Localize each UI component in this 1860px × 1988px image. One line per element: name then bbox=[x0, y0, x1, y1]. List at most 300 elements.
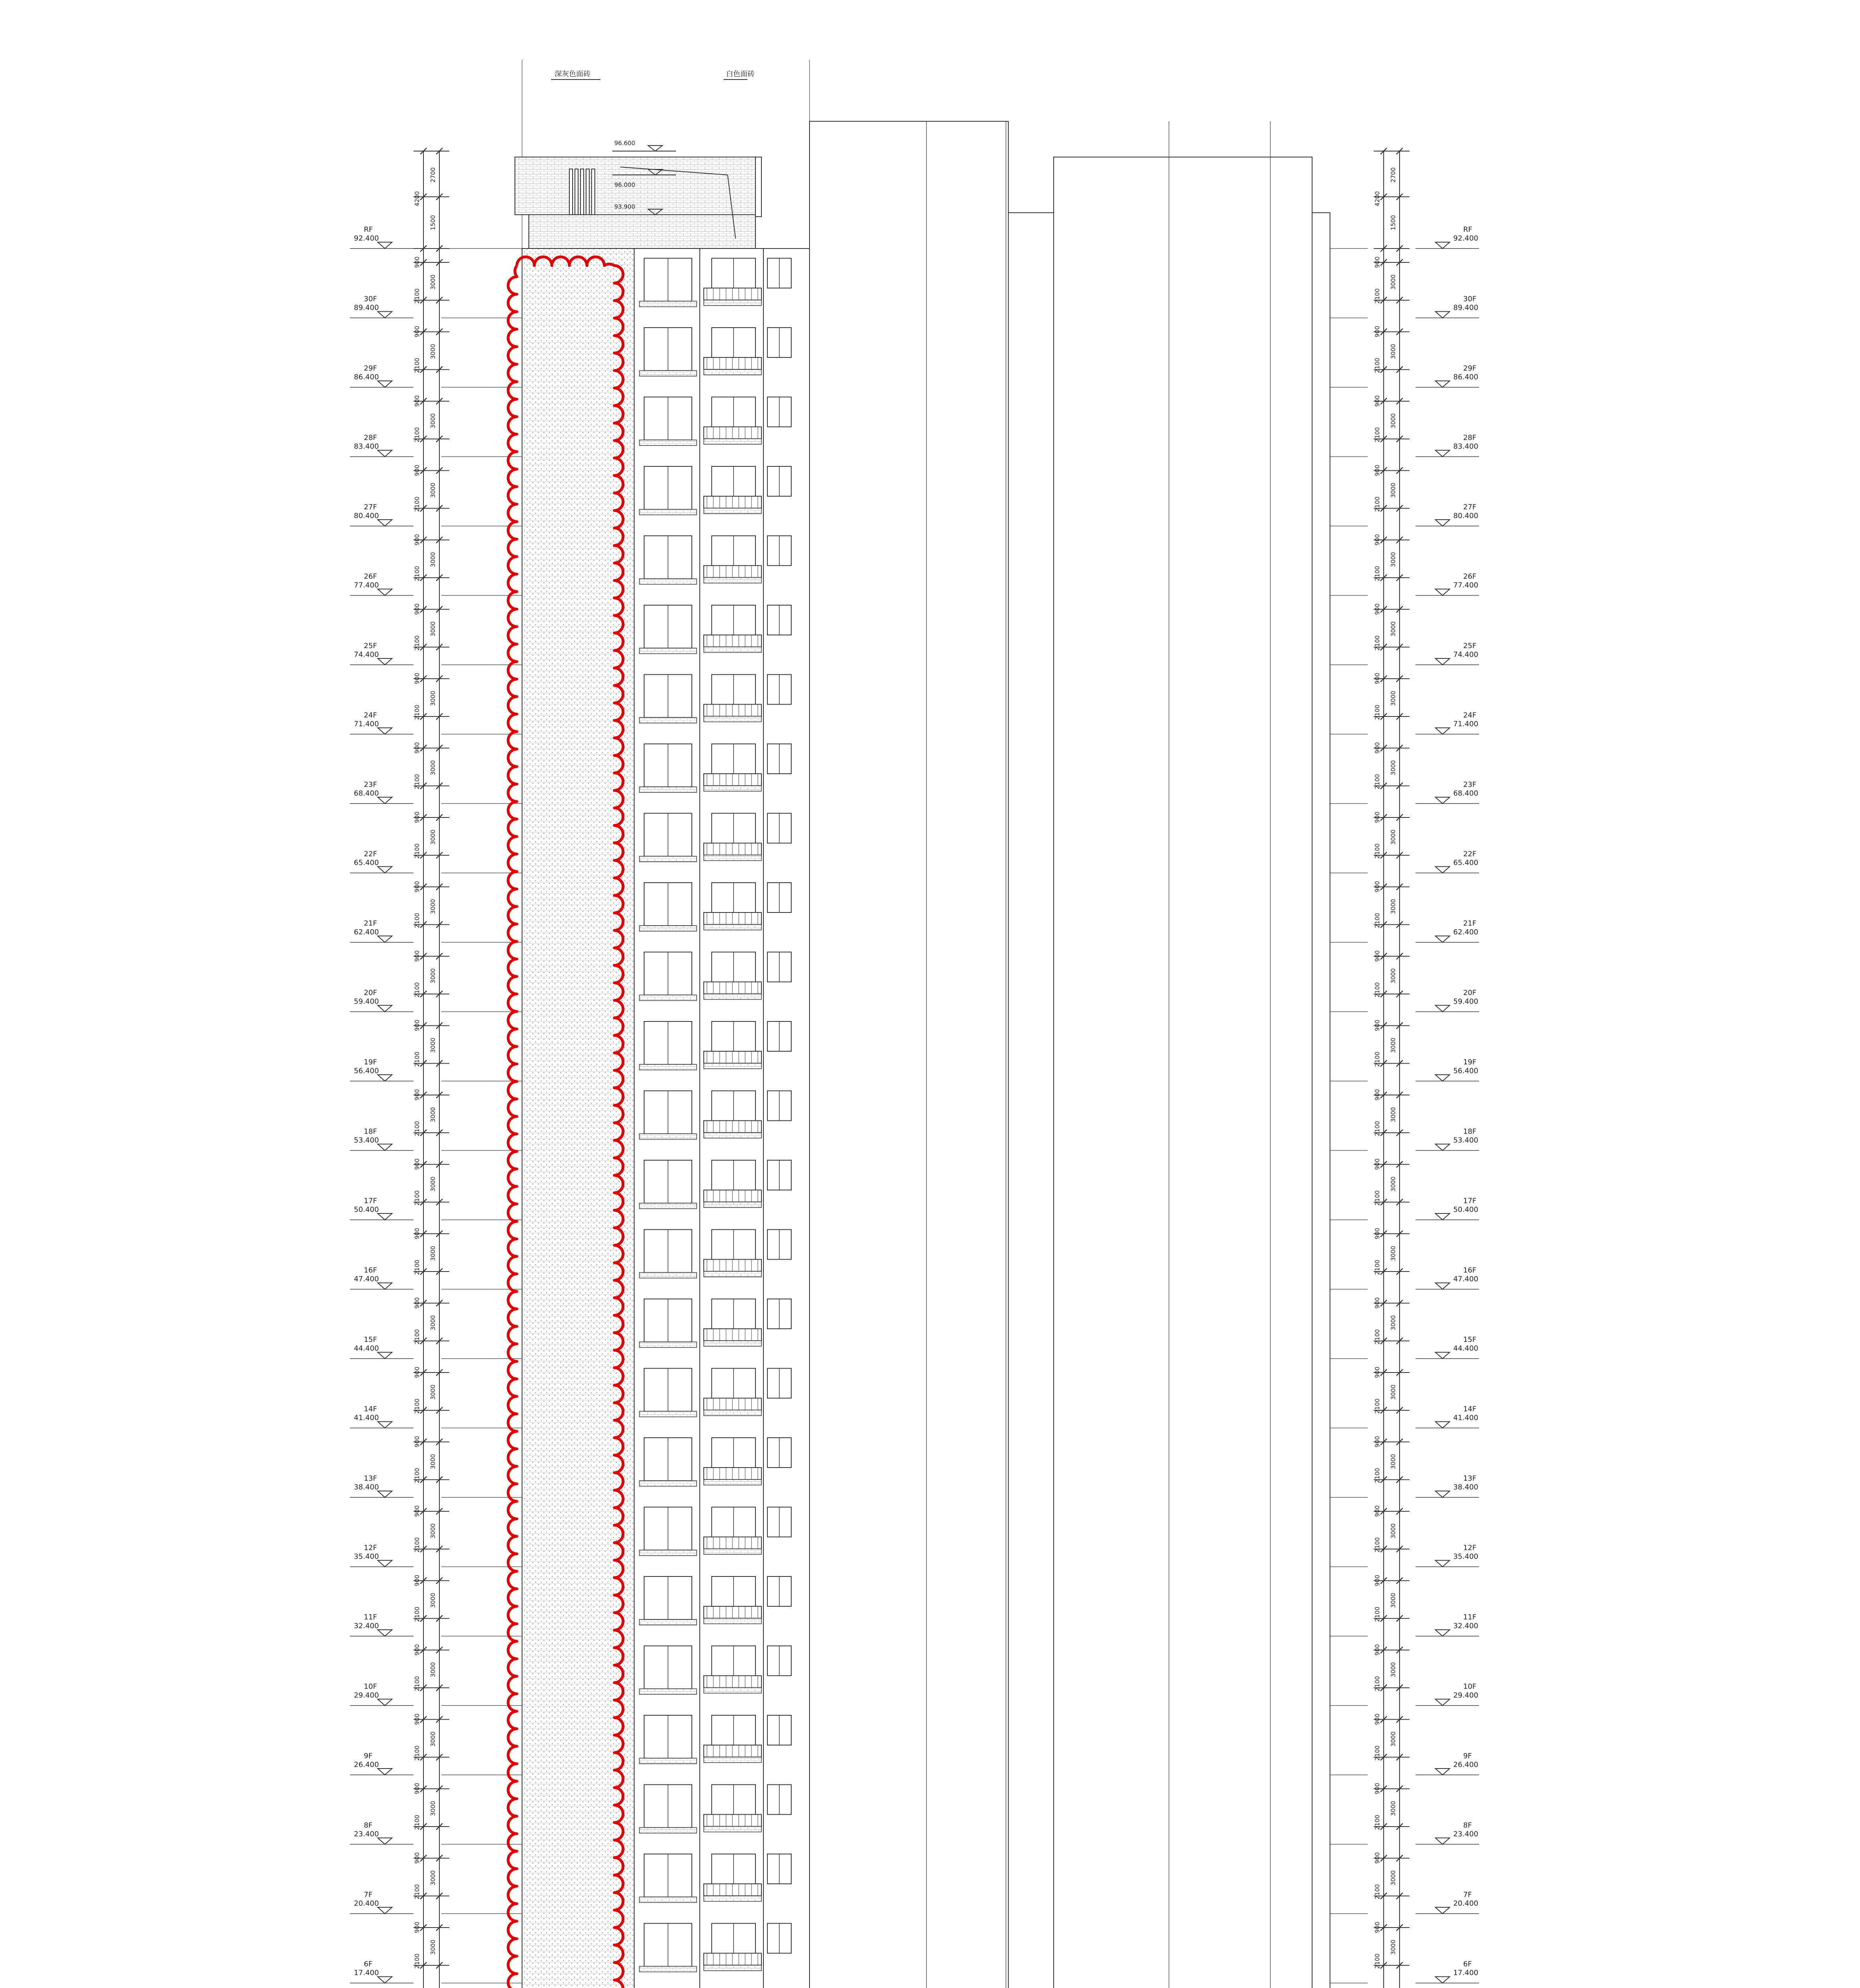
dim-sill: 900 bbox=[414, 1505, 421, 1517]
level-name-left: 7F bbox=[364, 1891, 373, 1899]
level-elev-left: 59.400 bbox=[354, 997, 379, 1006]
window-sill bbox=[639, 1134, 697, 1140]
level-elev-left: 65.400 bbox=[354, 858, 379, 867]
dim-sill: 900 bbox=[1374, 1228, 1381, 1239]
level-name-right: 19F bbox=[1463, 1058, 1477, 1066]
dim-sill: 900 bbox=[414, 326, 421, 338]
level-marker-right bbox=[1435, 242, 1450, 248]
level-name-left: 17F bbox=[364, 1197, 377, 1205]
dim-window: 2100 bbox=[414, 357, 421, 373]
dim-window: 2100 bbox=[1374, 1260, 1381, 1275]
level-name-left: 28F bbox=[364, 433, 377, 442]
roof-edge bbox=[755, 157, 761, 217]
dim-sill: 900 bbox=[414, 742, 421, 754]
dim-sill: 900 bbox=[414, 1713, 421, 1725]
dim-window: 2100 bbox=[1374, 1745, 1381, 1761]
level-name-right: RF bbox=[1463, 225, 1472, 234]
balcony-slab bbox=[704, 1618, 761, 1624]
dim-window: 2100 bbox=[1374, 288, 1381, 304]
level-elev-right: 68.400 bbox=[1453, 789, 1478, 798]
level-name-right: 8F bbox=[1463, 1821, 1472, 1830]
level-elev-right: 92.400 bbox=[1453, 234, 1478, 243]
level-elev-right: 59.400 bbox=[1453, 997, 1478, 1006]
level-marker-right bbox=[1435, 1630, 1450, 1636]
level-elev-right: 20.400 bbox=[1453, 1899, 1478, 1908]
dim-sill: 900 bbox=[1374, 603, 1381, 615]
dim-sill: 900 bbox=[1374, 1574, 1381, 1586]
dim-window: 2100 bbox=[1374, 1329, 1381, 1345]
dim-window: 2100 bbox=[1374, 774, 1381, 790]
window-sill bbox=[639, 1758, 697, 1764]
level-marker-right bbox=[1435, 520, 1450, 526]
dim-floor-height: 3000 bbox=[1390, 1939, 1397, 1955]
dim-window: 2100 bbox=[1374, 1051, 1381, 1067]
dim-floor-height: 3000 bbox=[429, 1731, 437, 1747]
level-elev-right: 50.400 bbox=[1453, 1206, 1478, 1214]
dim-window: 2100 bbox=[1374, 635, 1381, 651]
dim-sill: 900 bbox=[1374, 1644, 1381, 1656]
dim-floor-height: 3000 bbox=[1390, 760, 1397, 776]
dim-floor-height: 3000 bbox=[1390, 1801, 1397, 1816]
window-sill bbox=[639, 1619, 697, 1625]
dim-window: 2100 bbox=[1374, 1190, 1381, 1206]
level-marker-right bbox=[1435, 312, 1450, 318]
balcony-slab bbox=[704, 1133, 761, 1138]
level-marker-right bbox=[1435, 1838, 1450, 1844]
level-name-right: 15F bbox=[1463, 1336, 1477, 1344]
dim-window: 2100 bbox=[414, 427, 421, 443]
dim-floor-height: 3000 bbox=[1390, 1107, 1397, 1122]
level-name-right: 21F bbox=[1463, 919, 1477, 928]
dim-floor-height: 3000 bbox=[1390, 1870, 1397, 1886]
dim-window: 2100 bbox=[414, 1815, 421, 1830]
level-elev-left: 44.400 bbox=[354, 1344, 379, 1353]
window-sill bbox=[639, 995, 697, 1001]
dim-window: 2100 bbox=[414, 1398, 421, 1414]
dim-sill: 900 bbox=[414, 1089, 421, 1101]
dim-floor-height: 3000 bbox=[429, 1107, 437, 1122]
level-name-left: RF bbox=[364, 225, 373, 234]
level-marker-left bbox=[378, 1838, 392, 1844]
level-elev-right: 83.400 bbox=[1453, 442, 1478, 451]
dim-floor-height: 3000 bbox=[429, 482, 437, 498]
level-marker-left bbox=[378, 589, 392, 596]
level-marker-right bbox=[1435, 1283, 1450, 1289]
level-marker-left bbox=[378, 1769, 392, 1775]
balcony-slab bbox=[704, 994, 761, 1000]
dim-floor-height: 3000 bbox=[1390, 344, 1397, 359]
roof-louver bbox=[575, 169, 578, 215]
dim-window: 2100 bbox=[414, 1606, 421, 1622]
window-sill bbox=[639, 648, 697, 654]
dim-sill: 900 bbox=[414, 395, 421, 407]
dim-sill: 900 bbox=[1374, 1713, 1381, 1725]
balcony-slab bbox=[704, 578, 761, 583]
level-marker-left bbox=[378, 1699, 392, 1706]
dim-sill: 900 bbox=[414, 1574, 421, 1586]
dim-floor-height: 3000 bbox=[429, 691, 437, 706]
balcony-slab bbox=[704, 855, 761, 861]
window-sill bbox=[639, 787, 697, 792]
level-name-right: 24F bbox=[1463, 711, 1477, 720]
dim-floor-height: 3000 bbox=[1390, 829, 1397, 845]
dim-sill: 900 bbox=[1374, 950, 1381, 962]
rear-tower-left bbox=[810, 121, 1008, 1988]
dim-sill: 900 bbox=[1374, 1367, 1381, 1378]
level-elev-right: 80.400 bbox=[1453, 512, 1478, 520]
dim-window: 2100 bbox=[414, 566, 421, 581]
level-name-left: 13F bbox=[364, 1474, 377, 1483]
dim-window: 2100 bbox=[1374, 357, 1381, 373]
dim-sill: 900 bbox=[1374, 534, 1381, 546]
window-sill bbox=[639, 1967, 697, 1972]
dim-sill: 900 bbox=[414, 1852, 421, 1864]
dim-sill: 900 bbox=[414, 1158, 421, 1170]
level-marker-right bbox=[1435, 381, 1450, 387]
level-marker-right bbox=[1435, 1769, 1450, 1775]
level-elev-left: 53.400 bbox=[354, 1136, 379, 1145]
level-elev-right: 29.400 bbox=[1453, 1691, 1478, 1700]
balcony-slab bbox=[704, 508, 761, 514]
level-elev-left: 89.400 bbox=[354, 303, 379, 312]
dim-window: 2100 bbox=[414, 1190, 421, 1206]
dim-sill: 900 bbox=[414, 1228, 421, 1239]
dim-window: 2100 bbox=[1374, 1121, 1381, 1136]
window-sill bbox=[639, 1064, 697, 1070]
dim-window: 2100 bbox=[414, 705, 421, 720]
level-marker-left bbox=[378, 867, 392, 873]
level-marker-right bbox=[1435, 1422, 1450, 1428]
dim-floor-height: 3000 bbox=[429, 1246, 437, 1261]
level-elev-right: 74.400 bbox=[1453, 650, 1478, 659]
level-elev-right: 86.400 bbox=[1453, 373, 1478, 381]
dim-sill: 900 bbox=[414, 534, 421, 546]
dim-window: 2100 bbox=[414, 982, 421, 998]
dim-window: 2100 bbox=[414, 1884, 421, 1900]
dim-window: 2100 bbox=[1374, 1606, 1381, 1622]
dim-window: 2100 bbox=[1374, 496, 1381, 512]
level-elev-left: 23.400 bbox=[354, 1830, 379, 1839]
dim-sill: 900 bbox=[414, 950, 421, 962]
level-elev-right: 32.400 bbox=[1453, 1622, 1478, 1630]
level-name-right: 30F bbox=[1463, 295, 1477, 303]
dim-sill: 900 bbox=[1374, 1436, 1381, 1448]
dim-floor-height: 3000 bbox=[1390, 1246, 1397, 1261]
level-marker-right bbox=[1435, 797, 1450, 804]
dim-window: 2100 bbox=[1374, 912, 1381, 928]
level-name-right: 23F bbox=[1463, 780, 1477, 789]
level-marker-right bbox=[1435, 1075, 1450, 1081]
dim-floor-height: 3000 bbox=[1390, 1315, 1397, 1331]
window-sill bbox=[639, 440, 697, 446]
dim-floor-height: 3000 bbox=[429, 1454, 437, 1470]
window-sill bbox=[639, 1203, 697, 1209]
level-elev-right: 89.400 bbox=[1453, 303, 1478, 312]
dim-sill: 900 bbox=[414, 1297, 421, 1309]
balcony-slab bbox=[704, 647, 761, 652]
balcony-slab bbox=[704, 1827, 761, 1832]
dim-window: 2100 bbox=[414, 1051, 421, 1067]
dim-window: 2100 bbox=[1374, 1676, 1381, 1691]
level-marker-right bbox=[1435, 1561, 1450, 1567]
dim-floor-height: 3000 bbox=[1390, 1037, 1397, 1053]
level-elev-right: 53.400 bbox=[1453, 1136, 1478, 1145]
level-elev-right: 47.400 bbox=[1453, 1275, 1478, 1283]
level-marker-left bbox=[378, 1006, 392, 1012]
dim-window: 2100 bbox=[414, 1953, 421, 1969]
level-name-right: 29F bbox=[1463, 364, 1477, 373]
level-marker-right bbox=[1435, 1907, 1450, 1914]
window-sill bbox=[639, 1273, 697, 1278]
level-elev-left: 41.400 bbox=[354, 1413, 379, 1422]
level-marker-left bbox=[378, 1630, 392, 1636]
balcony-slab bbox=[704, 1479, 761, 1485]
level-name-right: 17F bbox=[1463, 1197, 1477, 1205]
balcony-slab bbox=[704, 369, 761, 375]
level-name-right: 16F bbox=[1463, 1266, 1477, 1275]
level-marker-right bbox=[1435, 1977, 1450, 1983]
level-marker-right bbox=[1435, 1213, 1450, 1220]
level-name-left: 29F bbox=[364, 364, 377, 373]
balcony-slab bbox=[704, 1202, 761, 1208]
dim-window: 2100 bbox=[1374, 705, 1381, 720]
dim-top: 2700 bbox=[1390, 167, 1397, 183]
level-name-left: 18F bbox=[364, 1127, 377, 1136]
dim-sill: 900 bbox=[1374, 1505, 1381, 1517]
window-sill bbox=[639, 1897, 697, 1903]
roof-louver bbox=[569, 169, 573, 215]
window-sill bbox=[639, 1342, 697, 1347]
level-elev-left: 71.400 bbox=[354, 720, 379, 728]
dim-sill: 900 bbox=[1374, 1852, 1381, 1864]
dim-sill: 900 bbox=[414, 812, 421, 823]
window-sill bbox=[639, 371, 697, 376]
level-name-left: 19F bbox=[364, 1058, 377, 1066]
dim-floor-height: 3000 bbox=[1390, 621, 1397, 637]
roof-marker bbox=[648, 146, 662, 151]
dim-floor-height: 3000 bbox=[1390, 274, 1397, 290]
level-marker-right bbox=[1435, 1006, 1450, 1012]
balcony-slab bbox=[704, 300, 761, 306]
dim-window: 2100 bbox=[414, 1537, 421, 1553]
dim-floor-height: 3000 bbox=[1390, 1731, 1397, 1747]
dim-sill: 900 bbox=[414, 1436, 421, 1448]
material-label-top-left bbox=[551, 70, 600, 80]
dim-sill: 900 bbox=[414, 1783, 421, 1794]
dim-sill: 900 bbox=[1374, 1783, 1381, 1794]
level-marker-left bbox=[378, 1561, 392, 1567]
level-name-left: 30F bbox=[364, 295, 377, 303]
dim-sill: 900 bbox=[1374, 464, 1381, 476]
level-elev-left: 92.400 bbox=[354, 234, 379, 243]
roof-louver bbox=[586, 169, 589, 215]
level-elev-right: 17.400 bbox=[1453, 1969, 1478, 1977]
window-sill bbox=[639, 1689, 697, 1695]
dim-floor-height: 3000 bbox=[429, 344, 437, 359]
dim-window: 2100 bbox=[1374, 1398, 1381, 1414]
roof-parapet bbox=[529, 215, 755, 248]
dim-sill: 900 bbox=[414, 1922, 421, 1933]
level-name-left: 24F bbox=[364, 711, 377, 720]
dim-window: 2100 bbox=[1374, 566, 1381, 581]
level-marker-left bbox=[378, 1213, 392, 1220]
dim-sill: 900 bbox=[1374, 395, 1381, 407]
dim-window: 2100 bbox=[1374, 843, 1381, 859]
dim-floor-height: 3000 bbox=[1390, 691, 1397, 706]
dim-window: 2100 bbox=[414, 1745, 421, 1761]
dim-floor-height: 3000 bbox=[429, 899, 437, 914]
rear-building-outline bbox=[744, 121, 1338, 1988]
dim-top: 1500 bbox=[429, 215, 437, 231]
level-elev-right: 35.400 bbox=[1453, 1552, 1478, 1561]
dim-floor-height: 3000 bbox=[429, 1939, 437, 1955]
level-elev-right: 65.400 bbox=[1453, 858, 1478, 867]
level-elev-left: 20.400 bbox=[354, 1899, 379, 1908]
dim-floor-height: 3000 bbox=[429, 1315, 437, 1331]
dim-window: 2100 bbox=[1374, 1537, 1381, 1553]
level-name-left: 6F bbox=[364, 1960, 373, 1969]
level-name-right: 9F bbox=[1463, 1752, 1472, 1760]
dim-sill: 900 bbox=[414, 256, 421, 268]
rear-tower-link bbox=[1008, 213, 1054, 1988]
level-name-left: 26F bbox=[364, 572, 377, 581]
level-name-left: 14F bbox=[364, 1405, 377, 1413]
level-name-left: 8F bbox=[364, 1821, 373, 1830]
level-marker-left bbox=[378, 658, 392, 665]
balcony-slab bbox=[704, 1410, 761, 1416]
dim-floor-height: 3000 bbox=[429, 1384, 437, 1400]
level-marker-right bbox=[1435, 589, 1450, 596]
level-elev-left: 62.400 bbox=[354, 928, 379, 936]
level-marker-right bbox=[1435, 1699, 1450, 1706]
dim-top: 1500 bbox=[1390, 215, 1397, 231]
level-marker-right bbox=[1435, 450, 1450, 457]
level-marker-left bbox=[378, 242, 392, 248]
dim-window: 2100 bbox=[414, 1468, 421, 1483]
roof-elev-low: 93.900 bbox=[614, 203, 635, 210]
rear-tower-right bbox=[1054, 157, 1312, 1988]
dim-sill: 900 bbox=[1374, 326, 1381, 338]
level-marker-right bbox=[1435, 1491, 1450, 1497]
dim-window: 2100 bbox=[414, 843, 421, 859]
level-elev-right: 62.400 bbox=[1453, 928, 1478, 936]
level-name-right: 28F bbox=[1463, 433, 1477, 442]
level-name-left: 16F bbox=[364, 1266, 377, 1275]
dim-sill: 900 bbox=[1374, 256, 1381, 268]
dim-floor-height: 3000 bbox=[1390, 1384, 1397, 1400]
dim-floor-height: 3000 bbox=[429, 413, 437, 429]
balcony-slab bbox=[704, 924, 761, 930]
level-name-left: 22F bbox=[364, 850, 377, 858]
level-name-left: 23F bbox=[364, 780, 377, 789]
window-sill bbox=[639, 579, 697, 584]
level-elev-right: 26.400 bbox=[1453, 1761, 1478, 1769]
dim-sill: 900 bbox=[1374, 673, 1381, 684]
level-name-right: 27F bbox=[1463, 503, 1477, 511]
window-sill bbox=[639, 1481, 697, 1486]
level-name-left: 11F bbox=[364, 1613, 377, 1621]
level-elev-right: 41.400 bbox=[1453, 1413, 1478, 1422]
level-marker-left bbox=[378, 520, 392, 526]
balcony-slab bbox=[704, 716, 761, 722]
roof-elev-top: 96.600 bbox=[614, 140, 635, 147]
level-elev-left: 17.400 bbox=[354, 1969, 379, 1977]
dim-sill: 900 bbox=[1374, 1297, 1381, 1309]
dim-window: 2100 bbox=[414, 635, 421, 651]
level-marker-left bbox=[378, 450, 392, 457]
level-marker-left bbox=[378, 1075, 392, 1081]
level-marker-left bbox=[378, 1283, 392, 1289]
dim-sill: 900 bbox=[1374, 812, 1381, 823]
roof-elev-mid: 96.000 bbox=[614, 181, 635, 188]
dim-floor-height: 3000 bbox=[429, 1037, 437, 1053]
dim-sill: 900 bbox=[414, 464, 421, 476]
roof-machine-room bbox=[515, 157, 761, 215]
window-sill bbox=[639, 718, 697, 723]
level-name-left: 10F bbox=[364, 1682, 377, 1691]
dim-window: 2100 bbox=[414, 774, 421, 790]
dim-sill: 900 bbox=[414, 1644, 421, 1656]
level-name-right: 12F bbox=[1463, 1543, 1477, 1552]
level-elev-left: 26.400 bbox=[354, 1761, 379, 1769]
window-sill bbox=[639, 1411, 697, 1417]
level-elev-left: 77.400 bbox=[354, 581, 379, 590]
level-elev-left: 83.400 bbox=[354, 442, 379, 451]
dim-sill: 900 bbox=[1374, 1922, 1381, 1933]
dim-floor-height: 3000 bbox=[1390, 552, 1397, 567]
level-marker-left bbox=[378, 936, 392, 942]
dim-window: 2100 bbox=[1374, 1953, 1381, 1969]
dim-sill: 900 bbox=[1374, 1019, 1381, 1031]
dim-floor-height: 3000 bbox=[429, 1662, 437, 1677]
svg-text:深灰色面砖: 深灰色面砖 bbox=[555, 70, 590, 78]
dim-window: 2100 bbox=[1374, 1884, 1381, 1900]
window-sill bbox=[639, 1550, 697, 1556]
dim-top: 4200 bbox=[1374, 191, 1381, 207]
level-name-right: 25F bbox=[1463, 642, 1477, 650]
dim-sill: 900 bbox=[414, 603, 421, 615]
material-label-top-right bbox=[724, 70, 755, 80]
dim-sill: 900 bbox=[414, 673, 421, 684]
balcony-slab bbox=[704, 439, 761, 445]
svg-text:白色面砖: 白色面砖 bbox=[726, 70, 755, 78]
level-marker-left bbox=[378, 1144, 392, 1151]
level-marker-left bbox=[378, 1352, 392, 1359]
balcony-slab bbox=[704, 1549, 761, 1555]
level-marker-right bbox=[1435, 658, 1450, 665]
level-name-left: 9F bbox=[364, 1752, 373, 1760]
balcony-slab bbox=[704, 1688, 761, 1693]
dim-floor-height: 3000 bbox=[429, 1801, 437, 1816]
level-elev-left: 86.400 bbox=[354, 373, 379, 381]
dim-floor-height: 3000 bbox=[429, 1523, 437, 1539]
dim-floor-height: 3000 bbox=[429, 968, 437, 984]
dim-floor-height: 3000 bbox=[429, 274, 437, 290]
balcony-slab bbox=[704, 1965, 761, 1971]
level-elev-left: 47.400 bbox=[354, 1275, 379, 1283]
level-name-right: 7F bbox=[1463, 1891, 1472, 1899]
dim-window: 2100 bbox=[414, 912, 421, 928]
level-elev-left: 50.400 bbox=[354, 1206, 379, 1214]
level-name-right: 26F bbox=[1463, 572, 1477, 581]
roof-louver bbox=[592, 169, 595, 215]
level-marker-left bbox=[378, 1422, 392, 1428]
balcony-slab bbox=[704, 786, 761, 791]
dim-window: 2100 bbox=[414, 1329, 421, 1345]
level-elev-left: 68.400 bbox=[354, 789, 379, 798]
dim-sill: 900 bbox=[414, 1019, 421, 1031]
balcony-slab bbox=[704, 1341, 761, 1346]
